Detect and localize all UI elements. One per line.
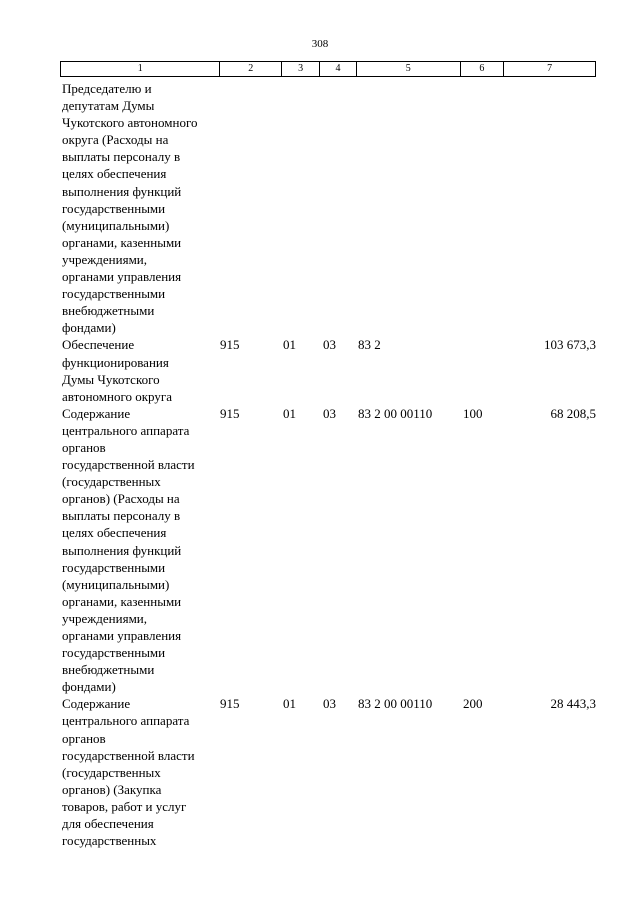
ministry-code: 915 [220, 696, 240, 712]
target-article: 83 2 00 00110 [358, 405, 433, 421]
expense-type: 200 [463, 696, 483, 712]
table-row [62, 695, 596, 849]
header-col-7: 7 [547, 63, 553, 74]
table-row [62, 80, 596, 336]
header-col-6: 6 [461, 62, 505, 76]
section-code: 01 [283, 405, 296, 421]
amount: 103 673,3 [544, 337, 596, 353]
table-row [62, 405, 596, 696]
table-body [62, 80, 596, 849]
row-name: Председателю и депутатам Думы Чукотского автономного округа (Расходы на выплаты персоналу в целях обеспечения выполнения функций государственными (муниципальными) органами, казенными учреждениями, органами управления государственными внебюджетными фондами) [62, 81, 198, 336]
expense-type: 100 [463, 405, 483, 421]
section-code: 01 [283, 337, 296, 353]
header-col-2: 2 [220, 62, 282, 76]
row-name: Содержание центрального аппарата органов государственной власти (государственных органов) (Закупка товаров, работ и услуг для обеспечения государственных [62, 696, 195, 849]
table-header [60, 61, 596, 77]
subsection-code: 03 [323, 696, 336, 712]
amount: 68 208,5 [550, 405, 596, 421]
row-name: Содержание центрального аппарата органов государственной власти (государственных органов) (Расходы на выплаты персоналу в целях обеспечения выполнения функций государственными (муниципальными) органами, казенными учреждениями, органами управления государственными внебюджетными фондами) [62, 405, 195, 695]
subsection-code: 03 [323, 405, 336, 421]
ministry-code: 915 [220, 405, 240, 421]
header-col-3: 3 [282, 62, 320, 76]
section-code: 01 [283, 696, 296, 712]
ministry-code: 915 [220, 337, 240, 353]
amount: 28 443,3 [550, 696, 596, 712]
header-col-1: 1 [61, 62, 220, 76]
target-article: 83 2 00 00110 [358, 696, 433, 712]
subsection-code: 03 [323, 337, 336, 353]
target-article: 83 2 [358, 337, 381, 353]
table-row [62, 336, 596, 404]
header-col-4: 4 [320, 62, 357, 76]
header-col-5: 5 [357, 62, 461, 76]
page-number: 308 [311, 38, 329, 50]
row-name: Обеспечение функционирования Думы Чукотского автономного округа [62, 337, 172, 404]
